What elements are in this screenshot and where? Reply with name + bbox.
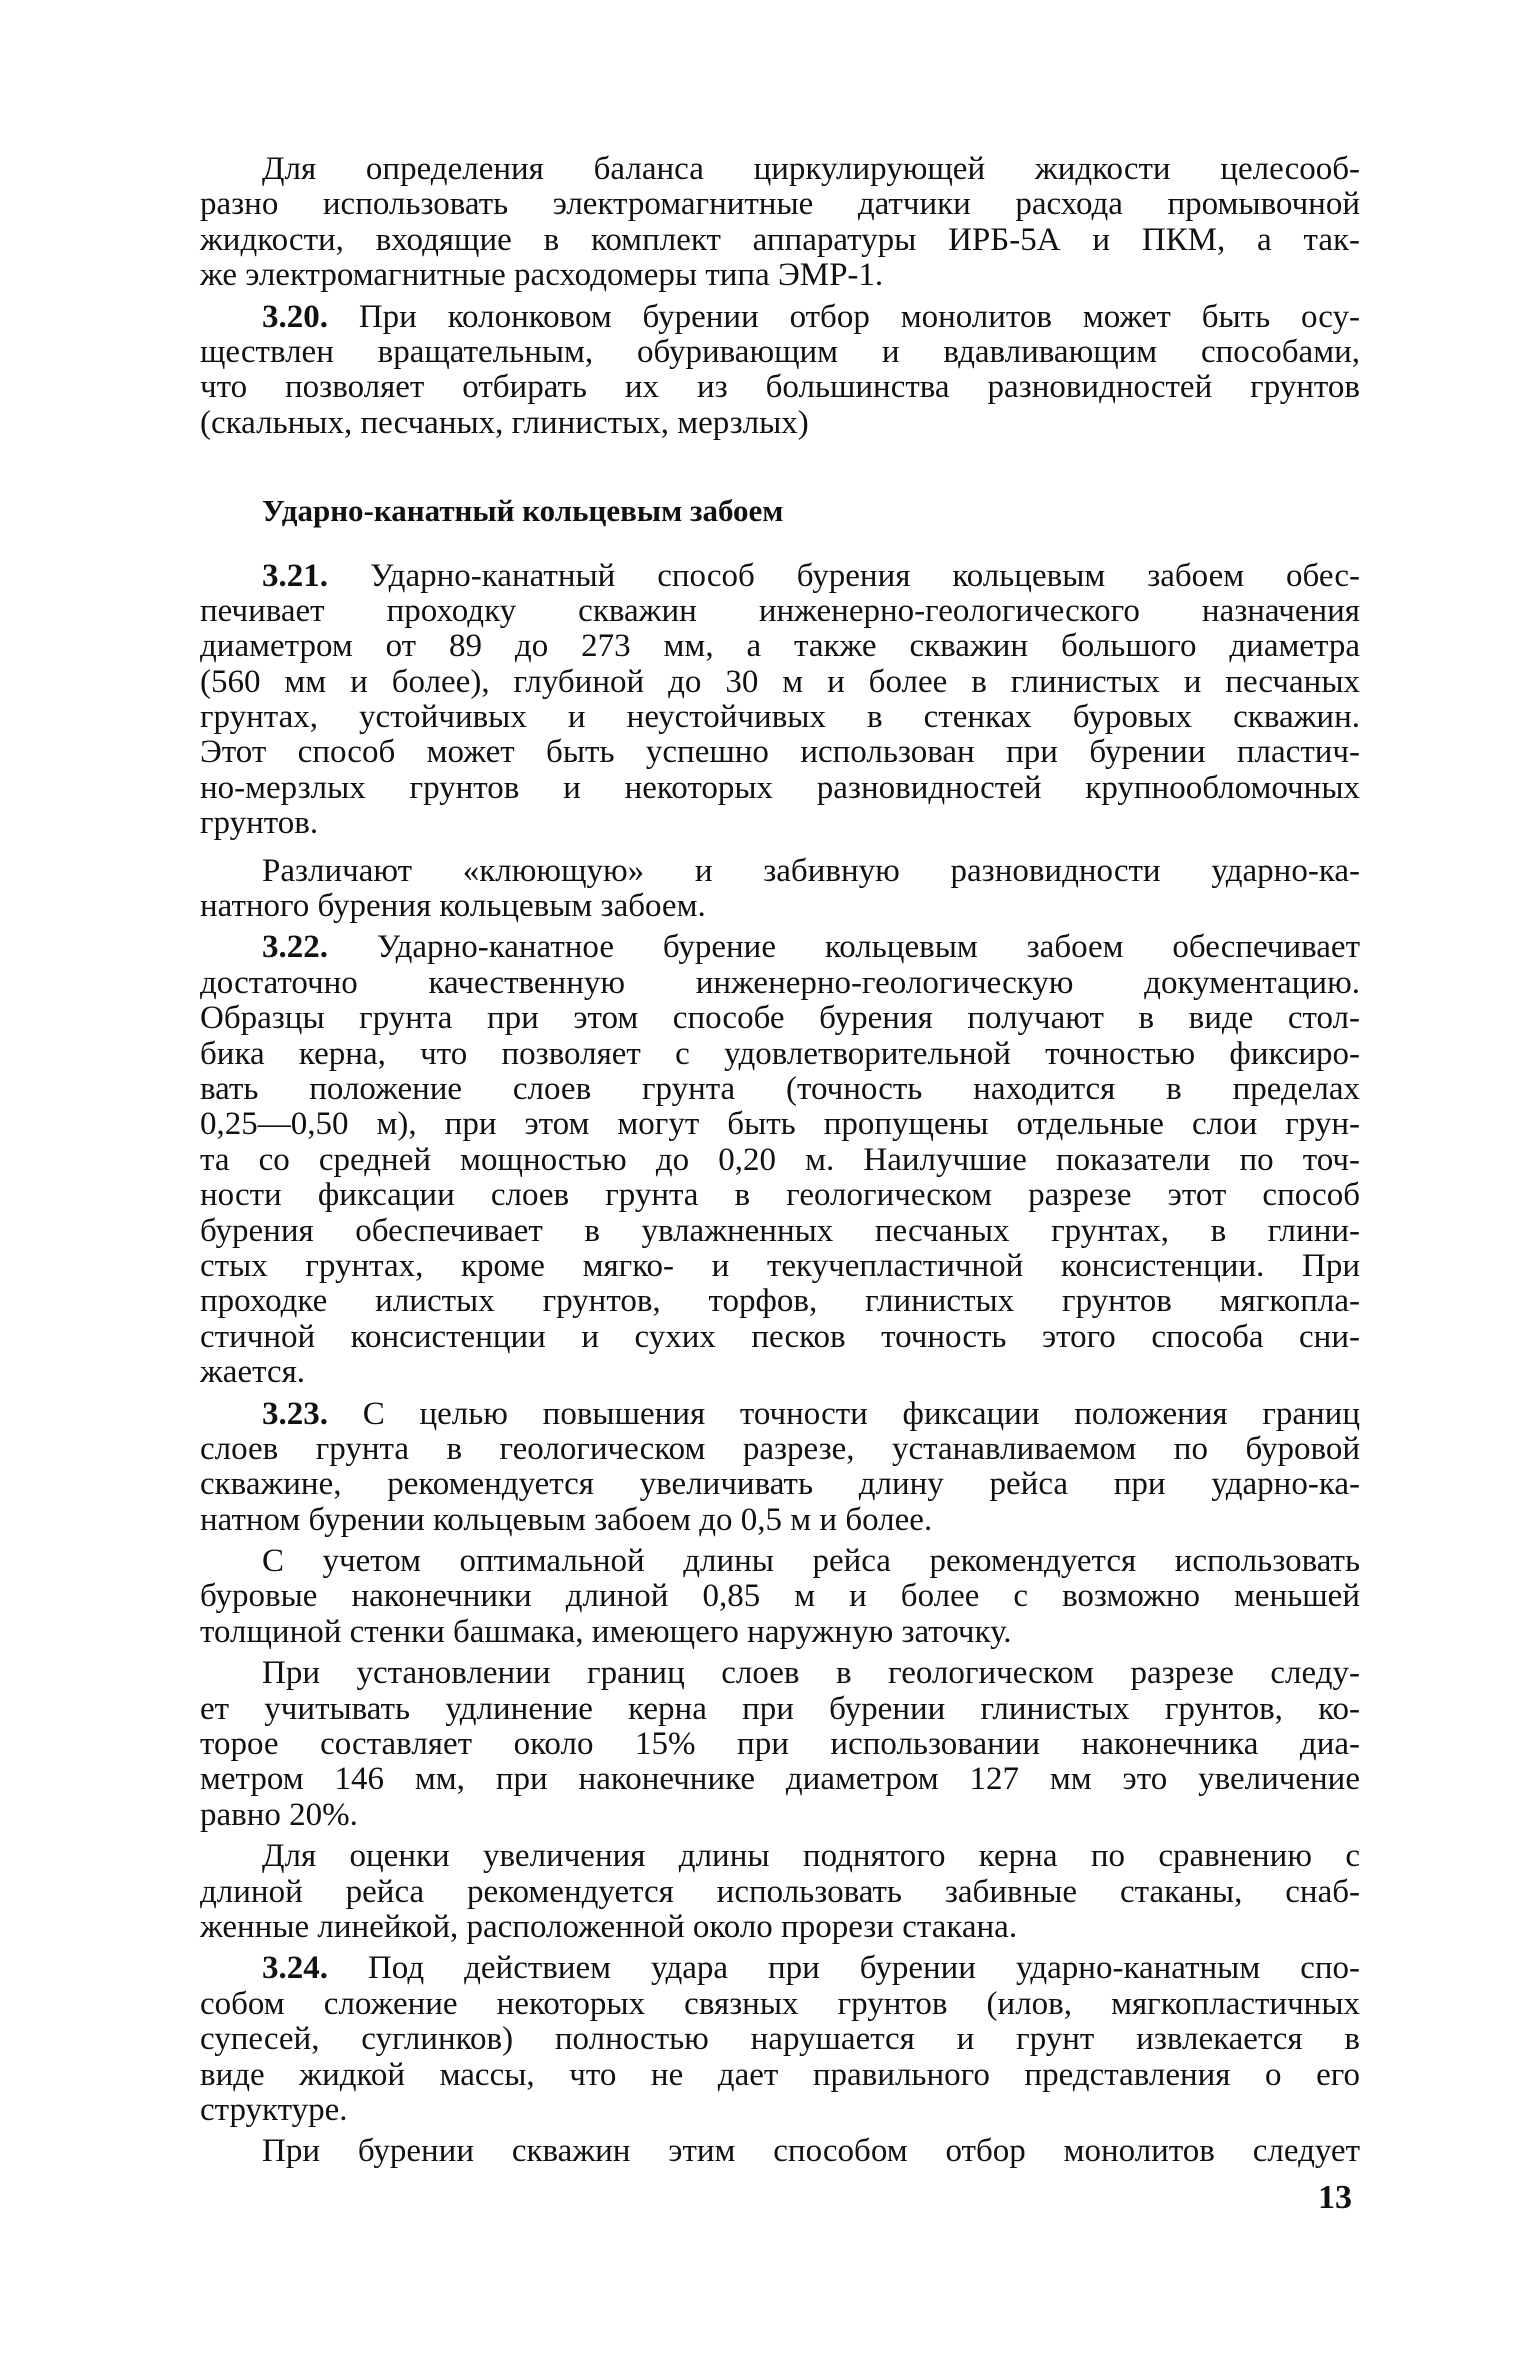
text-line <box>200 406 1360 441</box>
clause-number: 3.24. <box>262 1950 328 1987</box>
text-line <box>200 559 1360 594</box>
line-text: При установлении границ слоев в геологическом разрезе следу- <box>262 1655 1360 1692</box>
text-line <box>200 1951 1360 1986</box>
clause-number: 3.20. <box>262 298 328 335</box>
text-line <box>200 1143 1360 1178</box>
line-text: толщиной стенки башмака, имеющего наружную заточку. <box>200 1613 1012 1650</box>
text-line <box>200 1284 1360 1319</box>
line-text: виде жидкой массы, что не дает правильного представления о его <box>200 2056 1360 2093</box>
line-text: структуре. <box>200 2091 348 2128</box>
paragraph <box>200 2134 1360 2169</box>
line-text: бурения обеспечивает в увлажненных песчаных грунтах, в глини- <box>200 1212 1360 1249</box>
text-line <box>200 771 1360 806</box>
text-line <box>200 1839 1360 1874</box>
text-line <box>200 2134 1360 2169</box>
line-text: равно 20%. <box>200 1796 358 1833</box>
text-line <box>200 152 1360 187</box>
text-line <box>200 629 1360 664</box>
text-line <box>200 335 1360 370</box>
page-body <box>200 146 1360 2170</box>
numbered-paragraph <box>200 930 1360 1390</box>
numbered-paragraph <box>200 559 1360 842</box>
text-line <box>200 665 1360 700</box>
text-line <box>200 1001 1360 1036</box>
text-line <box>200 1214 1360 1249</box>
clause-number: 3.21. <box>262 557 328 594</box>
line-text: скважине, рекомендуется увеличивать длину рейса при ударно-ка- <box>200 1466 1360 1503</box>
text-line <box>200 1544 1360 1579</box>
text-line <box>200 258 1360 293</box>
line-text: та со средней мощностью до 0,20 м. Наилучшие показатели по точ- <box>200 1141 1360 1178</box>
line-text: грунтах, устойчивых и неустойчивых в стенках буровых скважин. <box>200 699 1360 736</box>
line-text: Для оценки увеличения длины поднятого керна по сравнению с <box>262 1838 1360 1875</box>
paragraph <box>200 152 1360 294</box>
text-line <box>200 1503 1360 1538</box>
line-text: грунтов. <box>200 805 319 842</box>
line-text: С целью повышения точности фиксации положения границ <box>328 1395 1360 1432</box>
text-line <box>200 930 1360 965</box>
text-line <box>200 1798 1360 1833</box>
paragraph <box>200 854 1360 925</box>
text-line <box>200 300 1360 335</box>
paragraph <box>200 1544 1360 1650</box>
line-text: длиной рейса рекомендуется использовать забивные стаканы, снаб- <box>200 1873 1360 1910</box>
line-text: буровые наконечники длиной 0,85 м и более с возможно меньшей <box>200 1578 1360 1615</box>
text-line <box>200 1615 1360 1650</box>
line-text: натном бурении кольцевым забоем до 0,5 м и более. <box>200 1501 933 1538</box>
text-line <box>200 1579 1360 1614</box>
text-line <box>200 1107 1360 1142</box>
line-text: Ударно-канатный способ бурения кольцевым забоем обес- <box>328 557 1360 594</box>
line-text: стичной консистенции и сухих песков точность этого способа сни- <box>200 1318 1360 1355</box>
text-line <box>200 735 1360 770</box>
text-line <box>200 806 1360 841</box>
paragraph <box>200 1839 1360 1945</box>
text-line <box>200 889 1360 924</box>
line-text: При колонковом бурении отбор монолитов может быть осу- <box>328 298 1360 335</box>
line-text: метром 146 мм, при наконечнике диаметром 127 мм это увеличение <box>200 1761 1360 1798</box>
line-text: (скальных, песчаных, глинистых, мерзлых) <box>200 404 809 441</box>
line-text: Различают «клюющую» и забивную разновидности ударно-ка- <box>262 852 1360 889</box>
line-text: натного бурения кольцевым забоем. <box>200 888 706 925</box>
text-line <box>200 1178 1360 1213</box>
line-text: разно использовать электромагнитные датчики расхода промывочной <box>200 186 1360 223</box>
clause-number: 3.23. <box>262 1395 328 1432</box>
line-text: но-мерзлых грунтов и некоторых разновидностей крупнообломочных <box>200 769 1360 806</box>
paragraph <box>200 1656 1360 1833</box>
line-text: что позволяет отбирать их из большинства разновидностей грунтов <box>200 369 1360 406</box>
text-line <box>200 1397 1360 1432</box>
line-text: супесей, суглинков) полностью нарушается и грунт извлекается в <box>200 2021 1360 2058</box>
text-line <box>200 1656 1360 1691</box>
numbered-paragraph <box>200 300 1360 442</box>
text-line <box>200 1692 1360 1727</box>
text-line <box>200 1432 1360 1467</box>
line-text: ет учитывать удлинение керна при бурении глинистых грунтов, ко- <box>200 1690 1360 1727</box>
text-line <box>200 1320 1360 1355</box>
line-text: (560 мм и более), глубиной до 30 м и более в глинистых и песчаных <box>200 663 1360 700</box>
text-line <box>200 700 1360 735</box>
text-line <box>200 2058 1360 2093</box>
text-line <box>200 854 1360 889</box>
text-line <box>200 1875 1360 1910</box>
text-line <box>200 1072 1360 1107</box>
text-line <box>200 1727 1360 1762</box>
line-text: ности фиксации слоев грунта в геологическом разрезе этот способ <box>200 1177 1360 1214</box>
line-text: печивает проходку скважин инженерно-геологического назначения <box>200 592 1360 629</box>
text-line <box>200 1762 1360 1797</box>
section-heading: Ударно-канатный кольцевым забоем <box>262 493 784 529</box>
text-line <box>200 594 1360 629</box>
text-line <box>200 966 1360 1001</box>
line-text: же электромагнитные расходомеры типа ЭМР-1. <box>200 257 884 294</box>
text-line <box>200 1355 1360 1390</box>
line-text: ществлен вращательным, обуривающим и вдавливающим способами, <box>200 333 1360 370</box>
line-text: торое составляет около 15% при использовании наконечника диа- <box>200 1726 1360 1763</box>
text-line <box>200 1910 1360 1945</box>
numbered-paragraph <box>200 1397 1360 1539</box>
line-text: вать положение слоев грунта (точность находится в пределах <box>200 1071 1360 1107</box>
line-text: проходке илистых грунтов, торфов, глинистых грунтов мягкопла- <box>200 1283 1360 1320</box>
line-text: Образцы грунта при этом способе бурения получают в виде стол- <box>200 1000 1360 1037</box>
line-text: Этот способ может быть успешно использован при бурении пластич- <box>200 734 1360 771</box>
text-line <box>200 1037 1360 1072</box>
line-text: стых грунтах, кроме мягко- и текучепластичной консистенции. При <box>200 1247 1360 1284</box>
line-text: При бурении скважин этим способом отбор монолитов следует <box>262 2133 1360 2170</box>
clause-number: 3.22. <box>262 929 328 966</box>
text-line <box>200 187 1360 222</box>
line-text: диаметром от 89 до 273 мм, а также скважин большого диаметра <box>200 628 1360 665</box>
line-text: бика керна, что позволяет с удовлетворительной точностью фиксиро- <box>200 1035 1360 1072</box>
text-line <box>200 1249 1360 1284</box>
text-line <box>200 223 1360 258</box>
line-text: С учетом оптимальной длины рейса рекомендуется использовать <box>262 1543 1360 1580</box>
line-text: Для определения баланса циркулирующей жидкости целесооб- <box>262 151 1360 187</box>
line-text: достаточно качественную инженерно-геологическую документацию. <box>200 964 1360 1001</box>
line-text: слоев грунта в геологическом разрезе, устанавливаемом по буровой <box>200 1430 1360 1467</box>
line-text: Ударно-канатное бурение кольцевым забоем обеспечивает <box>328 929 1360 966</box>
line-text: женные линейкой, расположенной около прорези стакана. <box>200 1908 1018 1945</box>
text-line <box>200 2022 1360 2057</box>
text-line <box>200 1467 1360 1502</box>
line-text: жается. <box>200 1354 305 1391</box>
page-number: 13 <box>1318 2179 1352 2216</box>
line-text: жидкости, входящие в комплект аппаратуры ИРБ-5А и ПКМ, а так- <box>200 221 1360 258</box>
numbered-paragraph <box>200 1951 1360 2128</box>
text-line <box>200 2093 1360 2128</box>
text-line <box>200 1987 1360 2022</box>
text-line <box>200 370 1360 405</box>
line-text: Под действием удара при бурении ударно-канатным спо- <box>328 1950 1360 1987</box>
line-text: собом сложение некоторых связных грунтов (илов, мягкопластичных <box>200 1985 1360 2022</box>
line-text: 0,25—0,50 м), при этом могут быть пропущены отдельные слои грун- <box>200 1106 1360 1143</box>
